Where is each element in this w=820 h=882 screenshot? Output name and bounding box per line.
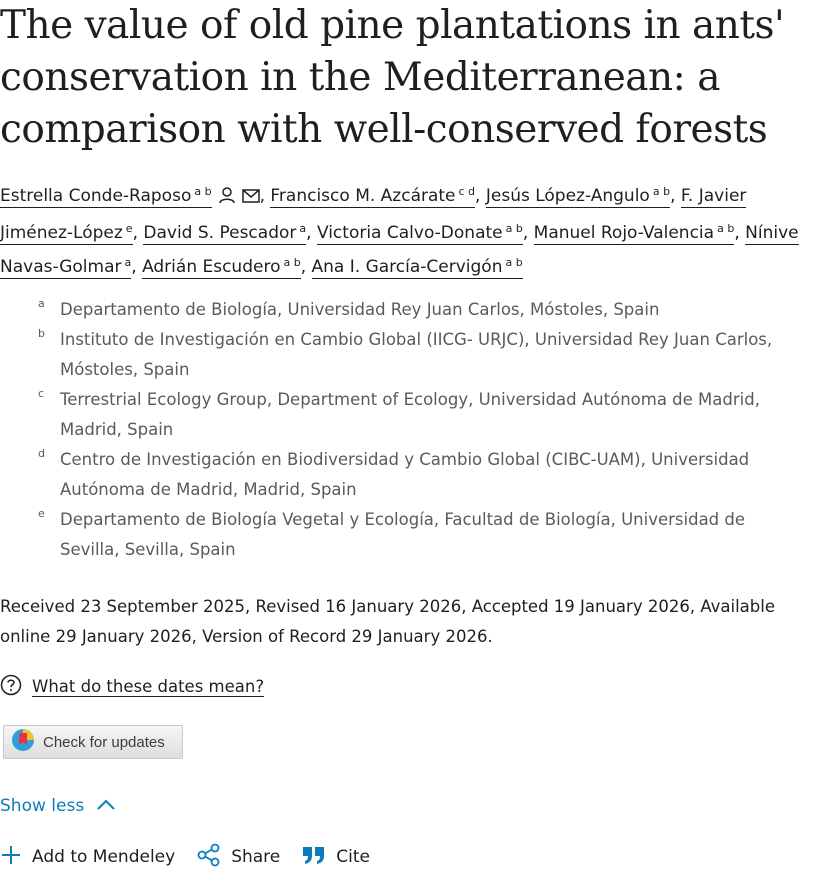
author-name: Nínive Navas-Golmar — [0, 223, 799, 277]
affiliation-label: a — [38, 297, 45, 310]
check-for-updates-button[interactable] — [3, 725, 183, 759]
author-affiliation-refs: a b — [283, 256, 301, 269]
article-title: The value of old pine plantations in ants' conservation in the Mediterranean: a comparison with well-conserved forests — [0, 3, 785, 152]
quote-icon — [302, 845, 336, 870]
crossmark-icon — [11, 728, 35, 756]
author-name: Victoria Calvo-Donate — [316, 223, 503, 243]
affiliation-text: Terrestrial Ecology Group, Department of Ecology, Universidad Autónoma de Madrid, Madrid, Spain — [60, 390, 760, 439]
author-name: Francisco M. Azcárate — [270, 186, 456, 206]
author-link[interactable] — [312, 257, 523, 279]
envelope-icon[interactable] — [242, 184, 260, 214]
add-to-mendeley-label: Add to Mendeley — [32, 847, 176, 867]
affiliation-item — [0, 295, 800, 325]
author-link[interactable] — [143, 223, 306, 245]
affiliation-text: Departamento de Biología, Universidad Rey Juan Carlos, Móstoles, Spain — [60, 300, 660, 319]
cite-button[interactable] — [302, 845, 370, 870]
affiliation-item — [0, 505, 800, 565]
share-button[interactable] — [197, 843, 280, 872]
show-less-toggle[interactable] — [0, 792, 116, 820]
share-label: Share — [231, 847, 281, 867]
author-entry: Nínive Navas-Golmar $^a$, — [0, 223, 799, 277]
author-name: Jesús López-Angulo — [485, 186, 650, 206]
author-link[interactable] — [270, 186, 475, 208]
dates-help-link[interactable]: What do these dates mean? — [32, 677, 265, 696]
affiliation-list — [0, 295, 800, 565]
author-entry: Victoria Calvo-Donate $^{a b}$, — [316, 222, 534, 243]
author-affiliation-refs: a b — [194, 185, 212, 198]
author-name: F. Javier Jiménez-López — [0, 186, 747, 243]
author-entry: Francisco M. Azcárate $^{c d}$, — [270, 185, 486, 206]
author-entry: Manuel Rojo-Valencia $^{a b}$, — [533, 222, 746, 243]
author-name: Ana I. García-Cervigón — [311, 257, 503, 277]
author-name: David S. Pescador — [143, 223, 297, 243]
check-for-updates-label: Check for updates — [43, 733, 165, 751]
affiliation-item — [0, 445, 800, 505]
author-name: Adrián Escudero — [142, 257, 281, 277]
affiliation-text: Instituto de Investigación en Cambio Global (IICG- URJC), Universidad Rey Juan Carlos, Móstoles, Spain — [60, 330, 773, 379]
author-link[interactable] — [142, 257, 301, 279]
author-affiliation-refs: a b — [505, 222, 523, 235]
author-entry: F. Javier Jiménez-López $^e$, — [0, 186, 747, 243]
author-entry: David S. Pescador $^a$, — [143, 222, 317, 243]
affiliation-label: e — [38, 507, 45, 520]
affiliation-label: d — [38, 447, 45, 460]
author-affiliation-refs: a b — [652, 185, 671, 198]
author-affiliation-refs: a b — [717, 222, 735, 235]
author-affiliation-refs: c d — [458, 185, 476, 198]
author-affiliation-refs: e — [125, 222, 133, 235]
author-affiliation-refs: a — [124, 256, 132, 269]
affiliation-item — [0, 385, 800, 445]
cite-label: Cite — [336, 847, 370, 867]
affiliation-text: Departamento de Biología Vegetal y Ecología, Facultad de Biología, Universidad de Sevilla, Sevilla, Spain — [60, 510, 746, 559]
author-affiliation-refs: a — [299, 222, 307, 235]
share-icon — [197, 843, 231, 872]
author-list — [0, 177, 820, 282]
person-icon[interactable] — [218, 184, 236, 214]
article-actions — [0, 842, 392, 872]
dates-help — [0, 673, 264, 701]
plus-icon — [0, 844, 32, 871]
article-dates: Received 23 September 2025, Revised 16 January 2026, Accepted 19 January 2026, Available online 29 January 2026, Version of Record 29 January 2026. — [0, 597, 776, 646]
author-entry: Adrián Escudero $^{a b}$, — [142, 256, 312, 277]
affiliation-text: Centro de Investigación en Biodiversidad y Cambio Global (CIBC-UAM), Universidad Autónoma de Madrid, Madrid, Spain — [60, 450, 750, 499]
author-link[interactable] — [534, 223, 735, 245]
author-link[interactable] — [0, 186, 212, 208]
author-affiliation-refs: a b — [505, 256, 523, 269]
author-entry: Estrella Conde-Raposo $^{a b}$ , — [0, 186, 270, 206]
affiliation-item — [0, 325, 800, 385]
author-name: Estrella Conde-Raposo — [0, 186, 192, 206]
author-name: Manuel Rojo-Valencia — [533, 223, 715, 243]
question-circle-icon — [0, 674, 22, 700]
show-less-label: Show less — [0, 796, 85, 816]
chevron-up-icon — [84, 796, 116, 816]
add-to-mendeley-button[interactable] — [0, 844, 175, 871]
affiliation-label: b — [38, 327, 45, 340]
author-entry: Jesús López-Angulo $^{a b}$, — [485, 185, 681, 206]
affiliation-label: c — [38, 387, 45, 400]
author-link[interactable] — [317, 223, 523, 245]
author-entry — [312, 257, 523, 279]
author-link[interactable] — [486, 186, 670, 208]
